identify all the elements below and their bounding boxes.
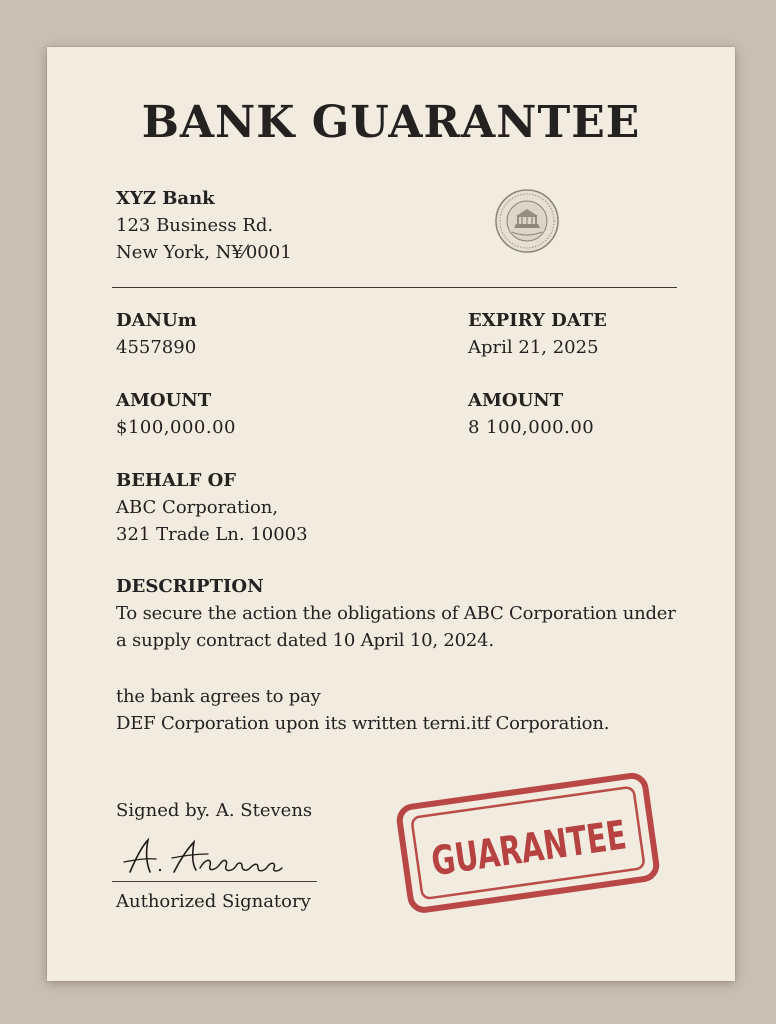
agreement-line1: the bank agrees to pay xyxy=(116,686,321,707)
stamp-text: GUARANTEE xyxy=(428,801,705,886)
behalf-of-line1: ABC Corporation, xyxy=(116,497,279,518)
behalf-of-label: BEHALF OF xyxy=(116,470,237,491)
bank-name: XYZ Bank xyxy=(116,188,215,209)
signatory-role: Authorized Signatory xyxy=(116,891,311,912)
handwritten-signature xyxy=(116,832,306,882)
amount-value-right: 8 100,000.00 xyxy=(468,417,595,438)
bank-address-line1: 123 Business Rd. xyxy=(116,215,274,236)
amount-label-right: AMOUNT xyxy=(468,390,564,411)
expiry-date-field xyxy=(468,307,607,361)
signed-by-text: Signed by. A. Stevens xyxy=(116,800,313,821)
document-title: BANK GUARANTEE xyxy=(141,97,641,148)
behalf-of-line2: 321 Trade Ln. 10003 xyxy=(116,524,308,545)
amount-field-left xyxy=(116,387,236,441)
agreement-block xyxy=(116,683,716,737)
danum-label: DANUm xyxy=(116,310,197,331)
amount-value-left: $100,000.00 xyxy=(116,417,237,438)
bank-seal-icon xyxy=(494,188,560,254)
description-line2: a supply contract dated 10 April 10, 2024. xyxy=(116,630,494,651)
description-line1: To secure the action the obligations of ABC Corporation under xyxy=(116,603,676,624)
header-divider xyxy=(112,287,677,288)
danum-field xyxy=(116,307,197,361)
expiry-date-label: EXPIRY DATE xyxy=(468,310,607,331)
description-block xyxy=(116,573,706,654)
bank-address-block xyxy=(116,185,292,266)
behalf-of-field xyxy=(116,467,308,548)
bank-address-line2: New York, N¥⁄0001 xyxy=(116,242,292,263)
description-label: DESCRIPTION xyxy=(116,576,264,597)
expiry-date-value: April 21, 2025 xyxy=(468,337,599,358)
amount-field-right xyxy=(468,387,594,441)
agreement-line2: DEF Corporation upon its written terni.itf Corporation. xyxy=(116,713,610,734)
guarantee-document xyxy=(47,47,735,981)
signature-line xyxy=(112,881,317,882)
danum-value: 4557890 xyxy=(116,337,197,358)
guarantee-stamp xyxy=(390,769,705,917)
amount-label-left: AMOUNT xyxy=(116,390,212,411)
